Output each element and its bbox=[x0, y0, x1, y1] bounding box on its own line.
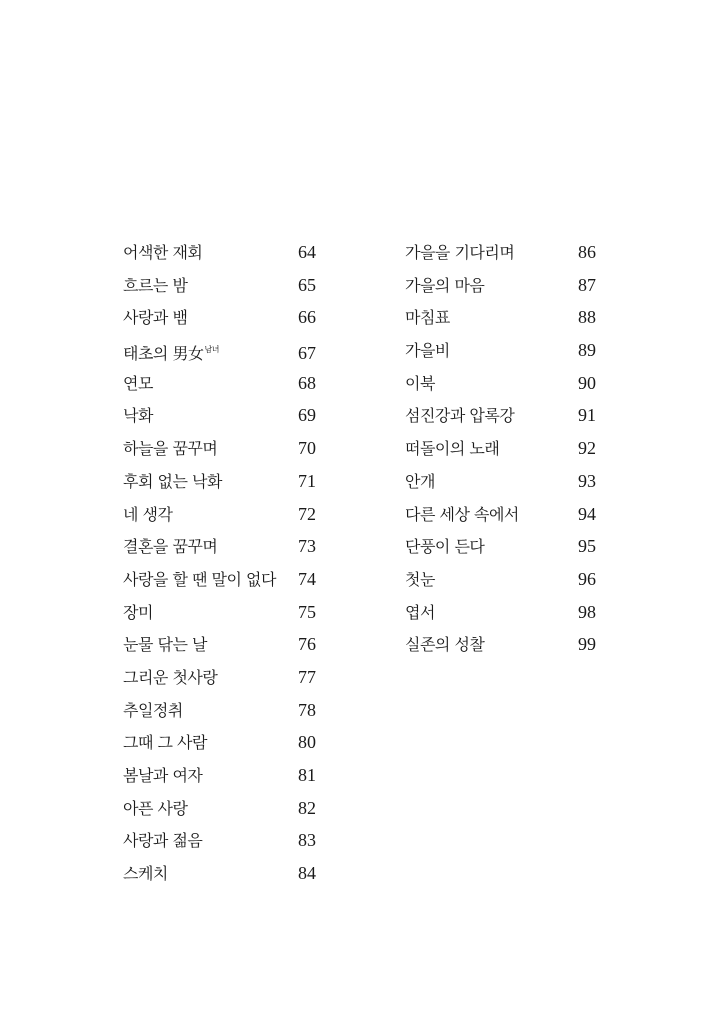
toc-entry-title: 마침표 bbox=[405, 308, 450, 328]
toc-entry-page: 96 bbox=[578, 568, 596, 589]
toc-entry-page: 99 bbox=[578, 634, 596, 655]
toc-entry bbox=[405, 369, 596, 402]
toc-entry-title: 떠돌이의 노래 bbox=[405, 439, 500, 459]
toc-entry bbox=[123, 630, 316, 663]
toc-entry-page: 95 bbox=[578, 536, 596, 557]
toc-entry-page: 81 bbox=[298, 765, 316, 785]
toc-entry-page: 87 bbox=[578, 274, 596, 295]
toc-entry-title: 장미 bbox=[123, 602, 153, 622]
toc-entry bbox=[405, 336, 596, 369]
toc-entry-page: 89 bbox=[578, 340, 596, 361]
toc-entry-title: 가을을 기다리며 bbox=[405, 243, 515, 262]
toc-entry bbox=[405, 467, 596, 500]
toc-entry bbox=[405, 532, 596, 565]
toc-entry-page: 69 bbox=[298, 405, 316, 426]
toc-entry bbox=[405, 500, 596, 533]
toc-entry-title: 실존의 성찰 bbox=[405, 635, 485, 655]
toc-entry-title: 섬진강과 압록강 bbox=[405, 406, 515, 426]
toc-entry bbox=[123, 761, 316, 794]
toc-entry-page: 83 bbox=[298, 830, 316, 851]
toc-entry-title: 네 생각 bbox=[123, 504, 173, 524]
toc-entry-page: 93 bbox=[578, 470, 596, 491]
toc-entry-title: 사랑과 젊음 bbox=[123, 831, 203, 851]
toc-entry-page: 76 bbox=[298, 634, 316, 655]
toc-entry-page: 73 bbox=[298, 536, 316, 557]
toc-entry-page: 66 bbox=[298, 307, 316, 328]
toc-entry-page: 78 bbox=[298, 699, 316, 720]
toc-entry-title: 가을의 마음 bbox=[405, 275, 485, 295]
toc-entry-title: 낙화 bbox=[123, 406, 153, 426]
toc-entry-page: 70 bbox=[298, 438, 316, 459]
toc-entry bbox=[123, 696, 316, 729]
toc-entry-page: 75 bbox=[298, 601, 316, 622]
toc-entry-title-text: 태초의 男女 bbox=[123, 344, 204, 364]
toc-entry-title: 첫눈 bbox=[405, 569, 435, 589]
toc-entry bbox=[405, 303, 596, 336]
toc-entry bbox=[123, 271, 316, 304]
toc-entry-page: 92 bbox=[578, 438, 596, 459]
toc-entry-title: 사랑과 뱀 bbox=[123, 308, 188, 328]
toc-entry-page: 68 bbox=[298, 372, 316, 393]
toc-entry bbox=[405, 565, 596, 598]
toc-entry-page: 80 bbox=[298, 732, 316, 753]
toc-entry-title: 엽서 bbox=[405, 602, 435, 622]
toc-entry-title: 스케치 bbox=[123, 864, 168, 884]
toc-entry bbox=[123, 663, 316, 696]
toc-entry bbox=[405, 271, 596, 304]
toc-entry-title: 다른 세상 속에서 bbox=[405, 504, 519, 524]
toc-entry bbox=[123, 532, 316, 565]
toc-entry-title: 연모 bbox=[123, 373, 153, 393]
toc-entry-title: 어색한 재회 bbox=[123, 243, 203, 262]
toc-entry-title: 흐르는 밤 bbox=[123, 275, 188, 295]
toc-entry-title: 안개 bbox=[405, 471, 435, 491]
toc-entry-page: 67 bbox=[298, 343, 316, 364]
toc-entry-title: 봄날과 여자 bbox=[123, 766, 203, 785]
toc-entry-page: 86 bbox=[578, 242, 596, 262]
toc-entry-title: 사랑을 할 땐 말이 없다 bbox=[123, 569, 276, 589]
toc-entry-title: 눈물 닦는 날 bbox=[123, 635, 207, 655]
toc-entry-page: 84 bbox=[298, 863, 316, 884]
toc-entry-title: 가을비 bbox=[405, 341, 450, 361]
toc-column-left bbox=[123, 238, 316, 892]
toc-entry-title: 이북 bbox=[405, 373, 435, 393]
toc-entry bbox=[123, 401, 316, 434]
toc-entry-page: 94 bbox=[578, 503, 596, 524]
toc-entry bbox=[123, 336, 316, 369]
toc-entry-page: 90 bbox=[578, 372, 596, 393]
toc-entry bbox=[123, 500, 316, 533]
toc-entry bbox=[123, 728, 316, 761]
toc-entry-title: 결혼을 꿈꾸며 bbox=[123, 537, 218, 557]
toc-entry bbox=[123, 565, 316, 598]
toc-entry-title: 추일정취 bbox=[123, 700, 183, 720]
toc-entry-title bbox=[123, 336, 219, 368]
toc-entry-title-reading: 남녀 bbox=[204, 345, 219, 355]
toc-entry bbox=[123, 859, 316, 892]
toc-entry-title: 아픈 사랑 bbox=[123, 798, 188, 818]
toc-entry-page: 65 bbox=[298, 274, 316, 295]
toc-entry bbox=[405, 630, 596, 663]
toc-entry-page: 72 bbox=[298, 503, 316, 524]
toc-entry bbox=[123, 303, 316, 336]
toc-column-right bbox=[405, 238, 596, 663]
toc-entry bbox=[405, 434, 596, 467]
toc-entry-page: 77 bbox=[298, 666, 316, 687]
toc-entry-title: 그리운 첫사랑 bbox=[123, 667, 218, 687]
toc-entry bbox=[123, 434, 316, 467]
toc-entry-page: 91 bbox=[578, 405, 596, 426]
toc-entry-title: 후회 없는 낙화 bbox=[123, 471, 222, 491]
toc-entry bbox=[405, 238, 596, 271]
toc-entry bbox=[123, 826, 316, 859]
toc-entry bbox=[405, 401, 596, 434]
toc-entry-title: 그때 그 사람 bbox=[123, 733, 207, 753]
toc-entry bbox=[123, 467, 316, 500]
toc-entry-page: 88 bbox=[578, 307, 596, 328]
toc-entry-page: 71 bbox=[298, 470, 316, 491]
toc-entry bbox=[123, 598, 316, 631]
toc-entry-title: 단풍이 든다 bbox=[405, 537, 485, 557]
toc-entry bbox=[123, 369, 316, 402]
toc-entry-page: 64 bbox=[298, 242, 316, 262]
toc-entry-page: 82 bbox=[298, 797, 316, 818]
toc-entry-title: 하늘을 꿈꾸며 bbox=[123, 439, 218, 459]
toc-entry-page: 74 bbox=[298, 568, 316, 589]
toc-entry-page: 98 bbox=[578, 601, 596, 622]
toc-entry bbox=[123, 238, 316, 271]
toc-entry bbox=[405, 598, 596, 631]
toc-entry bbox=[123, 794, 316, 827]
